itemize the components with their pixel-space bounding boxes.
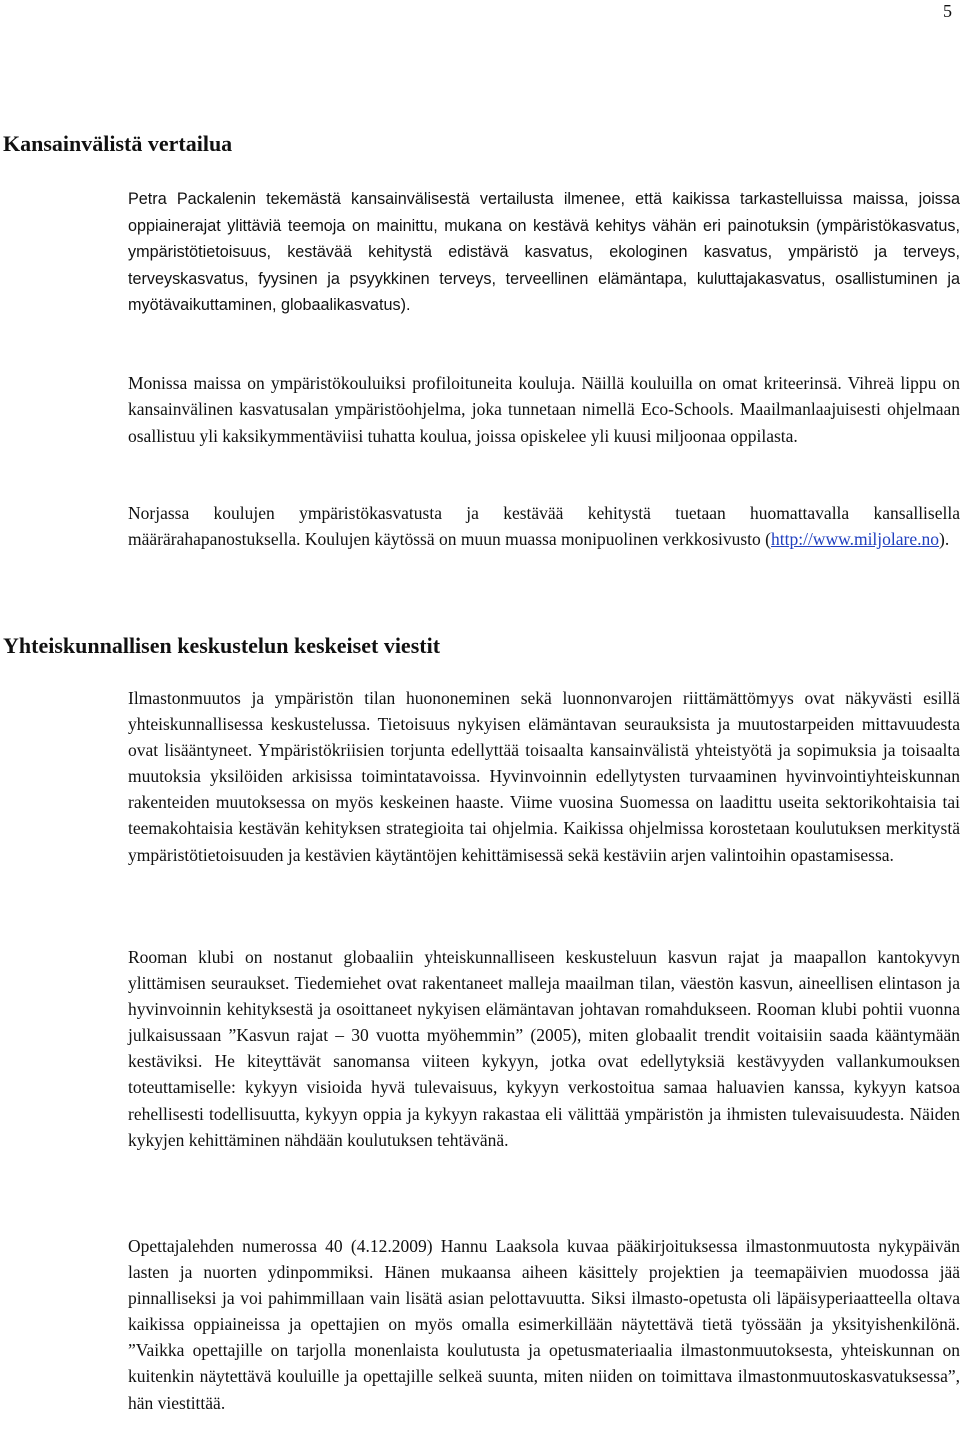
paragraph-club-of-rome: Rooman klubi on nostanut globaaliin yhteiskunnalliseen keskusteluun kasvun rajat ja maapallon kantokyvyn ylittämisen seuraukset. Tiedemiehet ovat rakentaneet malleja maailman tilan, väestön kasvun, aineellisen elintason ja hyvinvoinnin kehityksestä ja osoittaneet nykyisen elämäntavan johtavan romahdukseen. Rooman klubi pohtii vuonna julkaisussaan ”Kasvun rajat – 30 vuotta myöhemmin” (2005), miten globaalit trendit voitaisiin saada kääntymään kestäviksi. He kiteyttävät sanomansa viiteen kykyyn, jotka ovat edellytyksiä kestävyyden vallankumouksen toteuttamiselle: kykyyn visioida hyvä tulevaisuus, kykyyn verkostoitua samaa haluavien kanssa, kykyyn katsoa rehellisesti todellisuutta, kykyyn oppia ja kykyyn rakastaa eli välittää ympäristön ja ihmisten tulevaisuudesta. Näiden kykyjen kehittäminen nähdään koulutuksen tehtävänä. (128, 947, 960, 1150)
paragraph-norway-end: ). (939, 529, 950, 550)
miljolare-link[interactable]: http://www.miljolare.no (771, 529, 940, 550)
page-number: 5 (943, 1, 952, 21)
paragraph-norway (128, 500, 960, 553)
section-heading-international-comparison: Kansainvälistä vertailua (3, 131, 233, 156)
paragraph-environmental-schools: Monissa maissa on ympäristökouluiksi profiloituneita kouluja. Näillä kouluilla on omat kriteerinsä. Vihreä lippu on kansainvälinen kasvatusalan ympäristöohjelma, joka tunnetaan nimellä Eco-Schools. Maailmanlaajuisesti ohjelmaan osallistuu yli kaksikymmentäviisi tuhatta koulua, joissa opiskelee yli kuusi miljoonaa oppilasta. (128, 373, 960, 446)
section-heading-public-discussion: Yhteiskunnallisen keskustelun keskeiset viestit (3, 633, 441, 658)
paragraph-packalen-comparison: Petra Packalenin tekemästä kansainvälisestä vertailusta ilmenee, että kaikissa tarkastelluissa maissa, joissa oppiainerajat ylittäviä teemoja on mainittu, mukana on kestävä kehitys vähän eri painotuksin (ympäristökasvatus, ympäristötietoisuus, kestävää kehitystä edistävä kasvatus, ekologinen kasvatus, ympäristö ja terveys, terveyskasvatus, fyysinen ja psyykkinen terveys, terveellinen elämäntapa, kuluttajakasvatus, osallistuminen ja myötävaikuttaminen, globaalikasvatus). (128, 190, 960, 315)
paragraph-climate-change: Ilmastonmuutos ja ympäristön tilan huononeminen sekä luonnonvarojen riittämättömyys ovat näkyvästi esillä yhteiskunnallisessa keskustelussa. Tietoisuus nykyisen elämäntavan seurauksista ja muutostarpeiden mittavuudesta ovat lisääntyneet. Ympäristökriisien torjunta edellyttää toisaalta kansainvälistä yhteistyötä ja sopimuksia ja toisaalta muutoksia yksilöiden arkisissa toimintatavoissa. Hyvinvoinnin edellytysten turvaaminen hyvinvointiyhteiskunnan rakenteiden muutoksessa on myös keskeinen haaste. Viime vuosina Suomessa on laadittu useita sektorikohtaisia tai teemakohtaisia kestävän kehityksen strategioita tai ohjelmia. Kaikissa ohjelmissa korostetaan koulutuksen merkitystä ympäristötietoisuuden ja kestävien käytäntöjen kehittämisessä sekä kestäviin arjen valintoihin opastamisessa. (128, 688, 960, 865)
paragraph-opettaja-magazine: Opettajalehden numerossa 40 (4.12.2009) Hannu Laaksola kuvaa pääkirjoituksessa ilmastonmuutosta nykypäivän lasten ja nuorten ydinpommiksi. Hänen mukaansa aiheen käsittely projektien ja teemapäivien muodossa jää pinnalliseksi ja voi pahimmillaan vain lisätä asian pelottavuutta. Siksi ilmasto-opetusta oli läpäisyperiaatteella oltava kaikissa oppiaineissa ja opettajien on myös omalla esimerkillään näytettävä tietä työssään ja yksityishenkilönä. ”Vaikka opettajille on tarjolla monenlaista koulutusta ja opetusmateriaalia ilmastonmuutoksesta, yhteiskunnan on kuitenkin näytettävä kouluille ja opettajille selkeä suunta, miten niiden on toimittava ilmastonmuutoskasvatuksessa”, hän viestittää. (128, 1236, 960, 1413)
paragraph-norway-text: Norjassa koulujen ympäristökasvatusta ja kestävää kehitystä tuetaan huomattavalla kansallisella määrärahapanostuksella. Koulujen käytössä on muun muassa monipuolinen verkkosivusto ( (128, 503, 960, 550)
